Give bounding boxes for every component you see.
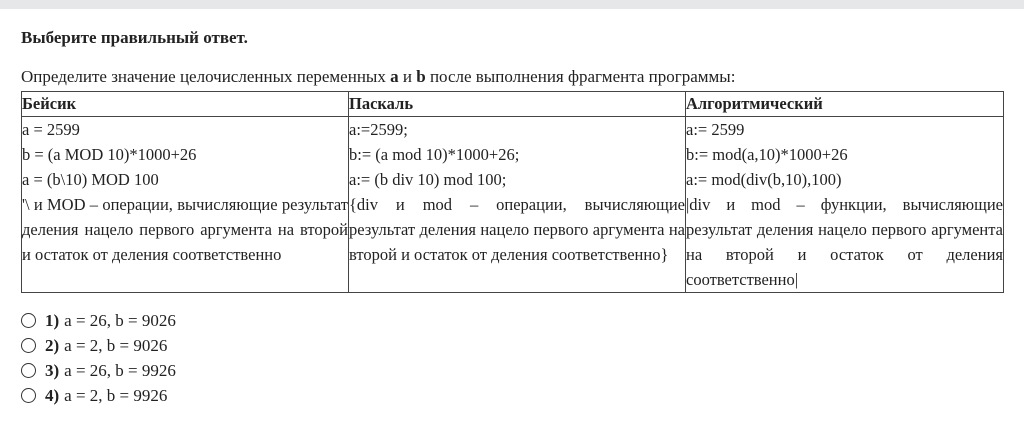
algo-line-1: a:= 2599 xyxy=(686,120,745,139)
basic-line-2: b = (a MOD 10)*1000+26 xyxy=(22,145,197,164)
question-var-a: a xyxy=(390,67,399,86)
basic-line-3: a = (b\10) MOD 100 xyxy=(22,170,159,189)
top-strip xyxy=(0,0,1024,9)
radio-button-icon[interactable] xyxy=(21,363,36,378)
question-prefix: Определите значение целочисленных переменных xyxy=(21,67,391,86)
pascal-line-3: a:= (b div 10) mod 100; xyxy=(349,170,507,189)
code-table xyxy=(21,91,1004,293)
algo-line-2: b:= mod(a,10)*1000+26 xyxy=(686,145,848,164)
answer-option-2[interactable] xyxy=(21,333,176,358)
basic-line-1: a = 2599 xyxy=(22,120,80,139)
algo-code-cell xyxy=(686,117,1004,293)
answer-text: a = 2, b = 9926 xyxy=(64,385,168,405)
answer-list xyxy=(21,308,176,408)
question-suffix: после выполнения фрагмента программы: xyxy=(425,67,736,86)
basic-note: '\ и MOD – операции, вычисляющие результат деления нацело первого аргумента на второй и остаток от деления соответственно xyxy=(22,195,348,264)
answer-number: 1) xyxy=(45,310,60,330)
answer-number: 2) xyxy=(45,335,60,355)
question-text xyxy=(21,67,735,87)
answer-text: a = 26, b = 9026 xyxy=(64,310,176,330)
header-algo: Алгоритмический xyxy=(686,92,1004,117)
answer-number: 3) xyxy=(45,360,60,380)
answer-text: a = 26, b = 9926 xyxy=(64,360,176,380)
answer-number: 4) xyxy=(45,385,60,405)
radio-button-icon[interactable] xyxy=(21,388,36,403)
radio-button-icon[interactable] xyxy=(21,338,36,353)
radio-button-icon[interactable] xyxy=(21,313,36,328)
basic-code-cell xyxy=(22,117,349,293)
header-basic: Бейсик xyxy=(22,92,349,117)
algo-line-3: a:= mod(div(b,10),100) xyxy=(686,170,842,189)
instruction-heading: Выберите правильный ответ. xyxy=(21,28,248,47)
pascal-line-2: b:= (a mod 10)*1000+26; xyxy=(349,145,520,164)
answer-option-4[interactable] xyxy=(21,383,176,408)
pascal-line-1: a:=2599; xyxy=(349,120,408,139)
pascal-code-cell xyxy=(349,117,686,293)
question-var-b: b xyxy=(416,67,426,86)
answer-text: a = 2, b = 9026 xyxy=(64,335,168,355)
pascal-note: {div и mod – операции, вычисляющие результат деления нацело первого аргумента на второй и остаток от деления соответственно} xyxy=(349,195,685,264)
answer-option-3[interactable] xyxy=(21,358,176,383)
table-row xyxy=(22,117,1004,293)
header-pascal: Паскаль xyxy=(349,92,686,117)
question-conj: и xyxy=(398,67,417,86)
answer-option-1[interactable] xyxy=(21,308,176,333)
algo-note: |div и mod – функции, вычисляющие результат деления нацело первого аргумента на второй и остаток от деления соответственно| xyxy=(686,195,1003,289)
table-header-row xyxy=(22,92,1004,117)
